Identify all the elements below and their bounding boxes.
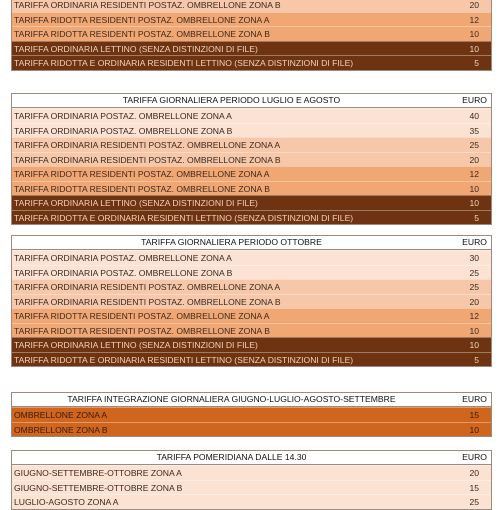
row-label: TARIFFA ORDINARIA RESIDENTI POSTAZ. OMBRELLONE ZONA A — [14, 140, 281, 150]
table-row — [12, 0, 491, 12]
table-row — [12, 181, 491, 196]
price-table-luglio-agosto — [11, 93, 492, 225]
row-price: 40 — [469, 111, 479, 121]
table-row — [12, 465, 491, 480]
row-label: TARIFFA RIDOTTA RESIDENTI POSTAZ. OMBRELLONE ZONA A — [14, 169, 270, 179]
table-title: TARIFFA GIORNALIERA PERIODO OTTOBRE — [141, 237, 322, 247]
table-title: TARIFFA POMERIDIANA DALLE 14.30 — [156, 452, 307, 462]
table-row — [12, 265, 491, 280]
row-label: TARIFFA ORDINARIA POSTAZ. OMBRELLONE ZONA B — [14, 125, 233, 136]
row-label: TARIFFA RIDOTTA RESIDENTI POSTAZ. OMBRELLONE ZONA A — [14, 14, 270, 25]
row-label: TARIFFA RIDOTTA E ORDINARIA RESIDENTI LETTINO (SENZA DISTINZIONI DI FILE) — [14, 58, 354, 68]
currency-header: EURO — [462, 394, 487, 404]
table-row — [12, 352, 491, 367]
row-label: TARIFFA ORDINARIA LETTINO (SENZA DISTINZIONI DI FILE) — [14, 43, 258, 54]
table-header — [12, 94, 491, 108]
table-row — [12, 494, 491, 509]
row-label: TARIFFA RIDOTTA RESIDENTI POSTAZ. OMBRELLONE ZONA A — [14, 311, 270, 321]
table-row — [12, 55, 491, 70]
row-price: 25 — [469, 140, 479, 150]
table-row — [12, 12, 491, 27]
table-row — [12, 26, 491, 41]
row-label: GIUGNO-SETTEMBRE-OTTOBRE ZONA B — [14, 482, 183, 493]
row-price: 10 — [469, 424, 479, 435]
row-price: 20 — [469, 468, 479, 478]
row-price: 5 — [474, 58, 479, 68]
row-label: OMBRELLONE ZONA A — [14, 410, 108, 420]
row-price: 20 — [469, 0, 479, 10]
row-label: TARIFFA ORDINARIA RESIDENTI POSTAZ. OMBRELLONE ZONA B — [14, 0, 281, 10]
price-table-pomeridiana — [11, 450, 492, 510]
row-label: TARIFFA ORDINARIA LETTINO (SENZA DISTINZIONI DI FILE) — [14, 198, 258, 208]
table-row — [12, 152, 491, 167]
row-label: TARIFFA ORDINARIA LETTINO (SENZA DISTINZIONI DI FILE) — [14, 340, 258, 350]
table-row — [12, 210, 491, 225]
row-label: TARIFFA ORDINARIA POSTAZ. OMBRELLONE ZONA A — [14, 111, 232, 121]
row-label: TARIFFA ORDINARIA RESIDENTI POSTAZ. OMBRELLONE ZONA B — [14, 296, 281, 307]
row-price: 25 — [469, 267, 479, 278]
row-price: 15 — [469, 410, 479, 420]
row-price: 10 — [469, 340, 479, 350]
table-row — [12, 108, 491, 123]
row-label: TARIFFA ORDINARIA POSTAZ. OMBRELLONE ZONA B — [14, 267, 233, 278]
row-label: TARIFFA ORDINARIA POSTAZ. OMBRELLONE ZONA A — [14, 253, 232, 263]
row-price: 10 — [469, 183, 479, 194]
price-table-top — [11, 0, 492, 71]
row-price: 10 — [469, 198, 479, 208]
row-price: 12 — [469, 311, 479, 321]
table-row — [12, 195, 491, 210]
row-label: TARIFFA RIDOTTA E ORDINARIA RESIDENTI LETTINO (SENZA DISTINZIONI DI FILE) — [14, 354, 354, 365]
row-price: 5 — [474, 354, 479, 365]
table-row — [12, 123, 491, 138]
currency-header: EURO — [462, 237, 487, 247]
table-row — [12, 137, 491, 152]
table-row — [12, 279, 491, 294]
row-price: 10 — [469, 29, 479, 39]
table-row — [12, 308, 491, 323]
row-price: 15 — [469, 482, 479, 493]
row-label: GIUGNO-SETTEMBRE-OTTOBRE ZONA A — [14, 468, 182, 478]
table-title: TARIFFA INTEGRAZIONE GIORNALIERA GIUGNO-LUGLIO-AGOSTO-SETTEMBRE — [67, 394, 396, 404]
table-row — [12, 337, 491, 352]
row-label: OMBRELLONE ZONA B — [14, 424, 108, 435]
row-price: 12 — [469, 169, 479, 179]
row-label: TARIFFA ORDINARIA RESIDENTI POSTAZ. OMBRELLONE ZONA B — [14, 154, 281, 165]
row-price: 5 — [474, 212, 479, 223]
currency-header: EURO — [462, 452, 487, 462]
row-price: 25 — [469, 497, 479, 507]
price-table-ottobre — [11, 235, 492, 367]
row-label: TARIFFA RIDOTTA RESIDENTI POSTAZ. OMBRELLONE ZONA B — [14, 29, 270, 39]
table-row — [12, 480, 491, 495]
table-header — [12, 236, 491, 250]
row-label: TARIFFA RIDOTTA E ORDINARIA RESIDENTI LETTINO (SENZA DISTINZIONI DI FILE) — [14, 212, 354, 223]
row-price: 35 — [469, 125, 479, 136]
table-title: TARIFFA GIORNALIERA PERIODO LUGLIO E AGOSTO — [122, 95, 341, 105]
table-row — [12, 41, 491, 56]
row-price: 10 — [469, 325, 479, 336]
row-price: 25 — [469, 282, 479, 292]
table-header — [12, 393, 491, 407]
table-row — [12, 323, 491, 338]
row-label: TARIFFA RIDOTTA RESIDENTI POSTAZ. OMBRELLONE ZONA B — [14, 325, 270, 336]
row-price: 10 — [469, 43, 479, 54]
row-price: 30 — [469, 253, 479, 263]
currency-header: EURO — [462, 95, 487, 105]
table-row — [12, 166, 491, 181]
row-price: 20 — [469, 154, 479, 165]
table-header — [12, 451, 491, 465]
table-row — [12, 407, 491, 422]
row-label: TARIFFA ORDINARIA RESIDENTI POSTAZ. OMBRELLONE ZONA A — [14, 282, 281, 292]
row-label: LUGLIO-AGOSTO ZONA A — [14, 497, 119, 507]
row-price: 12 — [469, 14, 479, 25]
row-price: 20 — [469, 296, 479, 307]
table-row — [12, 422, 491, 437]
price-table-integrazione — [11, 392, 492, 437]
row-label: TARIFFA RIDOTTA RESIDENTI POSTAZ. OMBRELLONE ZONA B — [14, 183, 270, 194]
table-row — [12, 250, 491, 265]
table-row — [12, 294, 491, 309]
